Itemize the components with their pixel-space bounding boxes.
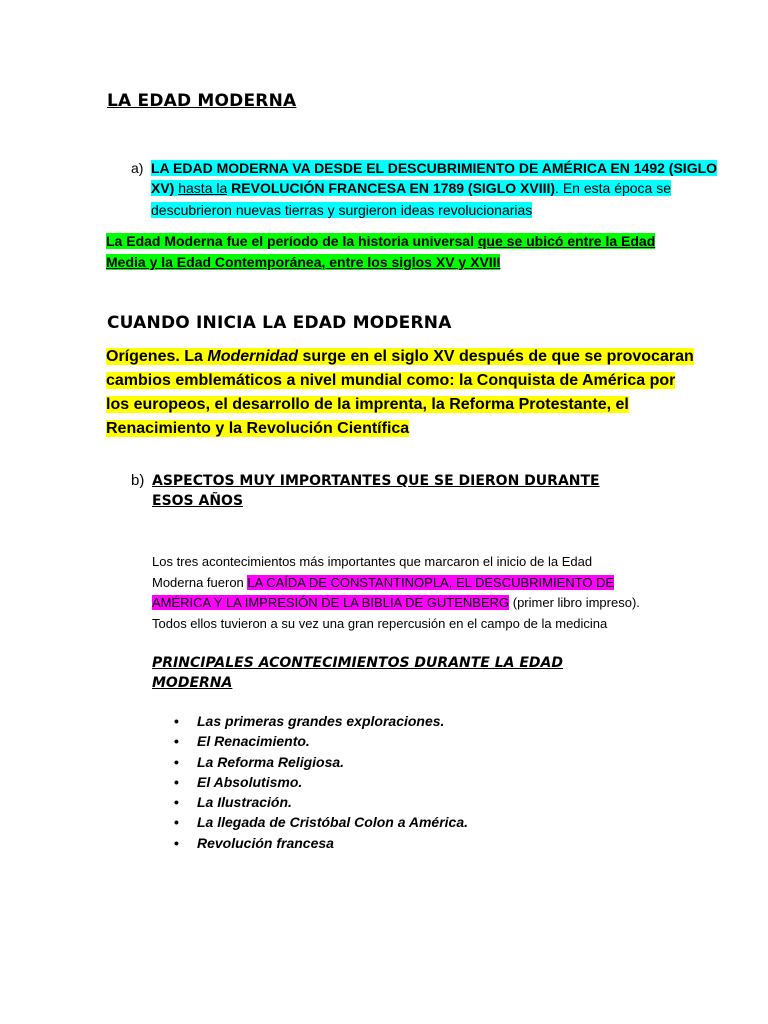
events-line-3b: (primer libro impreso). [509,595,640,610]
list-item [174,733,468,753]
item-a-marker: a) [131,160,144,176]
events-line-4: Todos ellos tuvieron a su vez una gran repercusión en el campo de la medicina [152,616,608,631]
events-bullet-list [174,713,468,855]
list-item [174,834,468,855]
list-item [174,794,468,814]
events-line-2b: LA CAÍDA DE CONSTANTINOPLA, EL DESCUBRIMIENTO DE [247,575,615,590]
item-a-line-2d: . En esta época se [555,180,672,196]
yellow-para-line-1b: Modernidad [207,348,299,365]
green-para-line-1a: La Edad Moderna fue el período de la historia universal [106,233,478,249]
list-item-text: La Ilustración. [197,794,292,811]
events-line-3a: AMÉRICA Y LA IMPRESIÓN DE LA BIBLIA DE GUTENBERG [152,595,510,610]
bullet-icon: • [174,794,179,811]
list-item [174,773,468,794]
item-a-line-1: LA EDAD MODERNA VA DESDE EL DESCUBRIMIENTO DE AMÉRICA EN 1492 (SIGLO [151,160,718,176]
list-item-text: El Absolutismo. [197,773,303,790]
bullet-icon: • [174,753,179,770]
green-para-line-1b: que se ubicó entre la Edad [477,233,656,249]
bullet-icon: • [174,814,179,831]
yellow-para-line-4: Renacimiento y la Revolución Científica [106,420,410,437]
section-heading-cuando: CUANDO INICIA LA EDAD MODERNA [107,313,452,333]
item-b-line-2: ESOS AÑOS [152,493,244,509]
item-a-line-2b: hasta la [178,180,228,196]
list-item-text: Las primeras grandes exploraciones. [197,713,445,729]
yellow-para-line-1c: surge en el siglo XV después de que se provocaran [298,348,694,365]
list-item-text: La Reforma Religiosa. [197,753,345,770]
list-item-text: El Renacimiento. [197,733,310,750]
bullet-icon: • [174,733,179,750]
list-item [174,814,468,834]
principales-line-1: PRINCIPALES ACONTECIMIENTOS DURANTE LA EDAD [152,655,564,671]
yellow-para-line-3: los europeos, el desarrollo de la imprenta, la Reforma Protestante, el [106,396,629,413]
events-line-2a: Moderna fueron [152,575,248,590]
events-line-1: Los tres acontecimientos más importantes que marcaron el inicio de la Edad [152,554,593,569]
yellow-para-line-1a: Orígenes. La [106,348,208,365]
principales-line-2: MODERNA [152,675,233,691]
list-item [174,713,468,733]
item-a-line-3: descubrieron nuevas tierras y surgieron ideas revolucionarias [151,202,533,218]
bullet-icon: • [174,834,179,851]
bullet-icon: • [174,773,179,790]
item-b-marker: b) [131,472,145,489]
page-title: LA EDAD MODERNA [107,91,297,111]
bullet-icon: • [174,713,179,729]
item-a-line-2c: REVOLUCIÓN FRANCESA EN 1789 (SIGLO XVIII) [231,180,556,196]
item-b-line-1: ASPECTOS MUY IMPORTANTES QUE SE DIERON DURANTE [152,473,600,489]
yellow-para-line-2: cambios emblemáticos a nivel mundial como: la Conquista de América por [106,372,676,389]
green-para-line-2: Media y la Edad Contemporánea, entre los siglos XV y XVIII [106,254,501,270]
list-item [174,753,468,774]
list-item-text: Revolución francesa [197,834,334,851]
list-item-text: La llegada de Cristóbal Colon a América. [197,814,468,831]
item-a-line-2a: XV) [151,180,175,196]
